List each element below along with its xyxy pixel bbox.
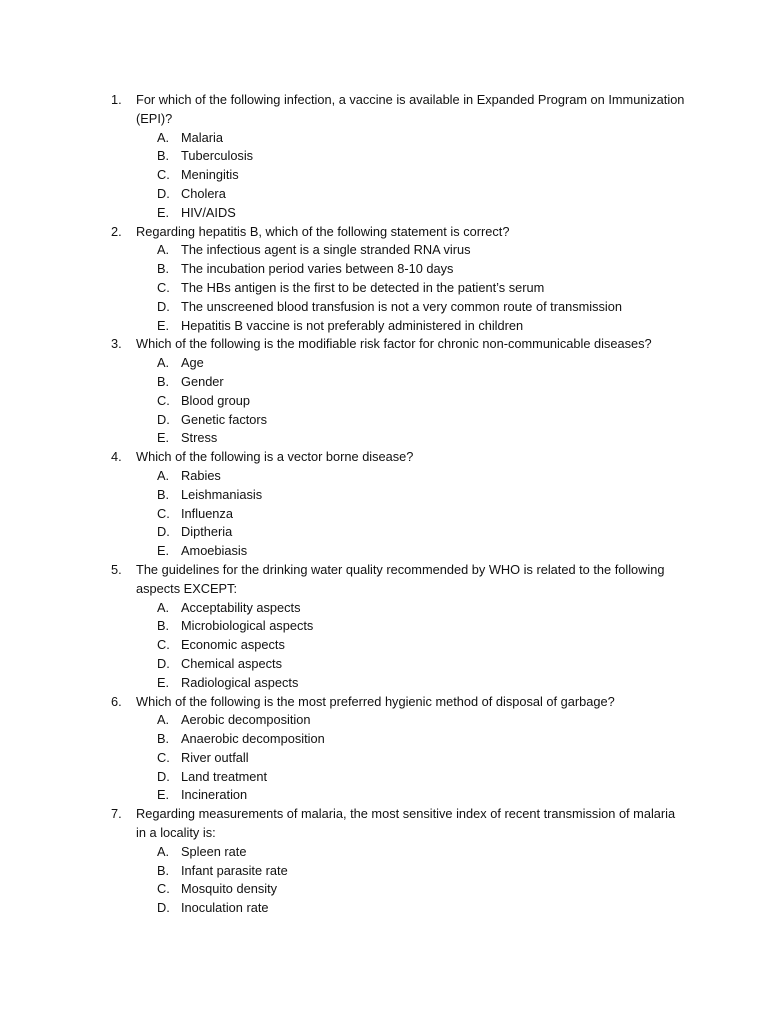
option-e	[0, 204, 768, 223]
option-text: Rabies	[181, 467, 221, 483]
option-text: Gender	[181, 373, 224, 389]
option-text: Influenza	[181, 505, 233, 521]
option-a	[0, 354, 768, 373]
question-list	[0, 91, 768, 918]
option-text: River outfall	[181, 749, 249, 765]
question-number: 7.	[111, 806, 122, 822]
question-7	[0, 805, 768, 918]
option-text: Tuberculosis	[181, 148, 254, 164]
option-letter: B.	[157, 731, 170, 747]
option-b	[0, 730, 768, 749]
option-text: Aerobic decomposition	[181, 712, 311, 728]
option-d	[0, 298, 768, 317]
question-text: Which of the following is the most preferred hygienic method of disposal of garbage?	[136, 693, 615, 709]
option-text: Stress	[181, 430, 218, 446]
option-letter: B.	[157, 486, 170, 502]
option-letter: C.	[157, 637, 170, 653]
option-text: Land treatment	[181, 768, 268, 784]
question-6	[0, 693, 768, 806]
option-letter: A.	[157, 467, 170, 483]
option-text: Acceptability aspects	[181, 599, 301, 615]
option-letter: C.	[157, 167, 170, 183]
option-text: Hepatitis B vaccine is not preferably administered in children	[181, 317, 524, 333]
option-d	[0, 655, 768, 674]
question-number: 4.	[111, 449, 122, 465]
question-text: Regarding measurements of malaria, the most sensitive index of recent transmission of malaria in a locality is:	[136, 806, 676, 841]
option-text: Meningitis	[181, 167, 239, 183]
option-list	[0, 711, 768, 805]
option-text: Inoculation rate	[181, 900, 269, 916]
question-2	[0, 223, 768, 336]
option-text: Microbiological aspects	[181, 618, 314, 634]
option-letter: D.	[157, 298, 170, 314]
option-letter: A.	[157, 599, 170, 615]
option-c	[0, 749, 768, 768]
question-text: Regarding hepatitis B, which of the following statement is correct?	[136, 223, 510, 239]
question-number: 2.	[111, 223, 122, 239]
option-text: Anaerobic decomposition	[181, 731, 325, 747]
option-letter: C.	[157, 279, 170, 295]
option-letter: A.	[157, 129, 170, 145]
option-b	[0, 260, 768, 279]
option-e	[0, 542, 768, 561]
option-list	[0, 843, 768, 918]
option-a	[0, 711, 768, 730]
option-text: The HBs antigen is the first to be detected in the patient’s serum	[181, 279, 545, 295]
option-c	[0, 279, 768, 298]
option-text: Spleen rate	[181, 843, 247, 859]
option-a	[0, 241, 768, 260]
option-letter: E.	[157, 674, 170, 690]
option-c	[0, 505, 768, 524]
question-5	[0, 561, 768, 693]
option-c	[0, 880, 768, 899]
option-letter: A.	[157, 355, 170, 371]
option-text: The incubation period varies between 8-10 days	[181, 261, 454, 277]
option-d	[0, 899, 768, 918]
option-text: Cholera	[181, 185, 226, 201]
option-letter: C.	[157, 392, 170, 408]
option-text: The infectious agent is a single stranded RNA virus	[181, 242, 471, 258]
question-1	[0, 91, 768, 223]
option-letter: E.	[157, 430, 170, 446]
option-a	[0, 843, 768, 862]
option-text: Amoebiasis	[181, 543, 248, 559]
option-text: Diptheria	[181, 524, 233, 540]
option-letter: C.	[157, 749, 170, 765]
option-c	[0, 636, 768, 655]
option-letter: E.	[157, 204, 170, 220]
option-letter: E.	[157, 543, 170, 559]
option-letter: E.	[157, 317, 170, 333]
option-e	[0, 429, 768, 448]
option-text: Genetic factors	[181, 411, 268, 427]
option-letter: C.	[157, 505, 170, 521]
option-a	[0, 129, 768, 148]
option-letter: A.	[157, 712, 170, 728]
option-text: Blood group	[181, 392, 251, 408]
option-text: HIV/AIDS	[181, 204, 236, 220]
option-text: Mosquito density	[181, 881, 278, 897]
question-number: 3.	[111, 336, 122, 352]
option-letter: E.	[157, 787, 170, 803]
option-c	[0, 392, 768, 411]
question-number: 6.	[111, 693, 122, 709]
option-b	[0, 373, 768, 392]
option-letter: D.	[157, 768, 170, 784]
option-b	[0, 486, 768, 505]
question-3	[0, 335, 768, 448]
option-list	[0, 129, 768, 223]
option-d	[0, 185, 768, 204]
question-text: Which of the following is the modifiable risk factor for chronic non-communicable diseases?	[136, 336, 652, 352]
option-text: Malaria	[181, 129, 223, 145]
option-e	[0, 786, 768, 805]
option-text: Radiological aspects	[181, 674, 299, 690]
option-b	[0, 147, 768, 166]
option-text: The unscreened blood transfusion is not a very common route of transmission	[181, 298, 623, 314]
option-letter: B.	[157, 261, 170, 277]
option-a	[0, 599, 768, 618]
option-b	[0, 862, 768, 881]
option-d	[0, 411, 768, 430]
option-letter: D.	[157, 524, 170, 540]
option-list	[0, 599, 768, 693]
option-d	[0, 768, 768, 787]
option-text: Chemical aspects	[181, 655, 282, 671]
option-letter: D.	[157, 655, 170, 671]
option-letter: D.	[157, 411, 170, 427]
question-text: Which of the following is a vector borne disease?	[136, 449, 414, 465]
option-letter: C.	[157, 881, 170, 897]
option-text: Infant parasite rate	[181, 862, 288, 878]
question-text: The guidelines for the drinking water quality recommended by WHO is related to the following aspects EXCEPT:	[136, 561, 665, 596]
option-letter: A.	[157, 242, 170, 258]
option-text: Incineration	[181, 787, 248, 803]
option-c	[0, 166, 768, 185]
option-text: Age	[181, 355, 204, 371]
question-number: 1.	[111, 92, 122, 107]
question-text: For which of the following infection, a vaccine is available in Expanded Program on Immunization (EPI)?	[136, 92, 685, 126]
option-letter: D.	[157, 185, 170, 201]
option-b	[0, 617, 768, 636]
option-letter: B.	[157, 148, 170, 164]
option-text: Leishmaniasis	[181, 486, 263, 502]
option-letter: B.	[157, 618, 170, 634]
option-letter: D.	[157, 900, 170, 916]
question-number: 5.	[111, 561, 122, 577]
option-a	[0, 467, 768, 486]
question-4	[0, 448, 768, 561]
option-letter: B.	[157, 862, 170, 878]
option-d	[0, 523, 768, 542]
option-list	[0, 241, 768, 335]
option-e	[0, 317, 768, 336]
option-list	[0, 354, 768, 448]
option-text: Economic aspects	[181, 637, 285, 653]
option-e	[0, 674, 768, 693]
option-list	[0, 467, 768, 561]
option-letter: B.	[157, 373, 170, 389]
option-letter: A.	[157, 843, 170, 859]
